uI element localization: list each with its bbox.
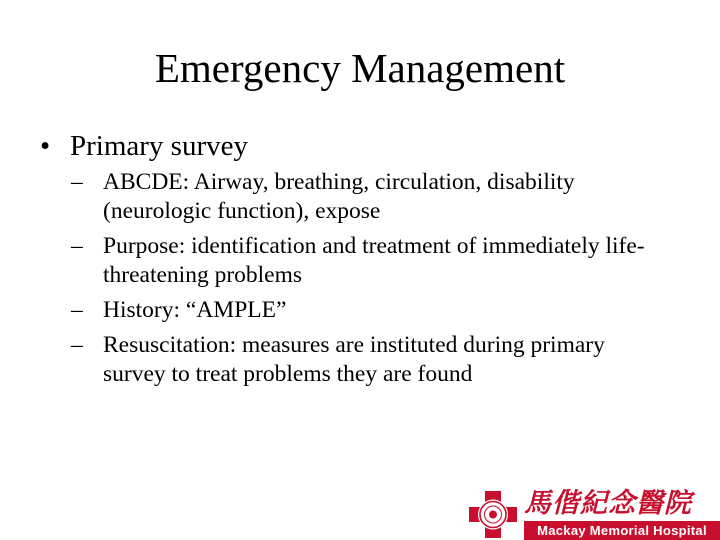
hospital-seal-icon	[466, 489, 520, 540]
bullet-item	[40, 128, 700, 164]
sub-bullet-marker: –	[71, 233, 83, 259]
sub-bullet-item	[71, 168, 700, 226]
sub-bullet-list	[40, 168, 700, 389]
sub-bullet-item	[71, 296, 700, 325]
sub-bullet-item	[71, 331, 700, 389]
sub-bullet-text: Purpose: identification and treatment of immediately life-threatening problems	[103, 233, 645, 288]
hospital-chinese-name: 馬偕紀念醫院	[524, 488, 692, 519]
sub-bullet-marker: –	[71, 297, 83, 323]
bullet-list	[40, 128, 700, 395]
sub-bullet-marker: –	[71, 332, 83, 358]
slide-title: Emergency Management	[154, 45, 566, 91]
hospital-logo	[466, 489, 720, 540]
sub-bullet-text: Resuscitation: measures are instituted during primary survey to treat problems they are found	[103, 332, 605, 387]
bullet-text: Primary survey	[70, 130, 248, 162]
hospital-english-name: Mackay Memorial Hospital	[524, 521, 720, 540]
bullet-marker: •	[40, 130, 51, 162]
sub-bullet-item	[71, 232, 700, 290]
sub-bullet-text: History: “AMPLE”	[103, 297, 287, 323]
sub-bullet-text: ABCDE: Airway, breathing, circulation, disability (neurologic function), expose	[103, 169, 575, 224]
sub-bullet-marker: –	[71, 169, 83, 195]
